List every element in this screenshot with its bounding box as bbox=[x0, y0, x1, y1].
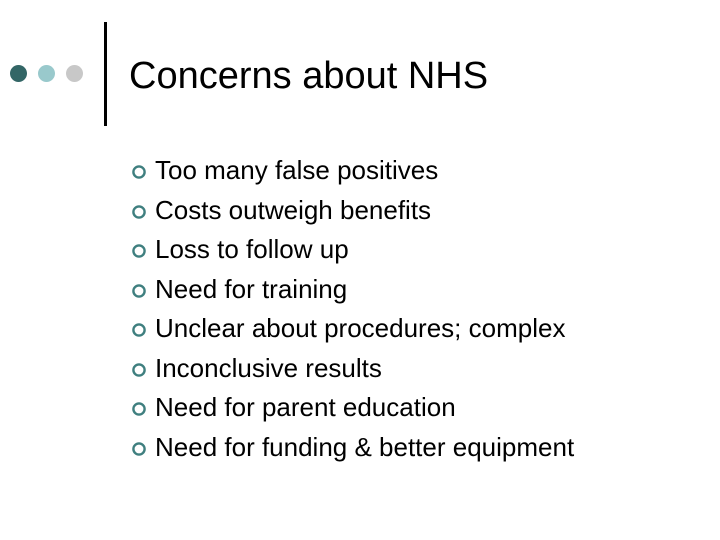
slide-title: Concerns about NHS bbox=[129, 55, 489, 97]
circle-bullet-icon bbox=[129, 309, 149, 349]
bullet-text: Loss to follow up bbox=[155, 234, 349, 264]
light-teal-dot-icon bbox=[38, 65, 55, 82]
bullet-text: Costs outweigh benefits bbox=[155, 194, 432, 225]
circle-bullet-icon bbox=[129, 388, 149, 428]
circle-bullet-icon bbox=[129, 349, 149, 389]
bullet-text: Need for training bbox=[155, 273, 348, 304]
bullet-text: Need for parent education bbox=[155, 392, 456, 422]
circle-bullet-icon bbox=[129, 428, 149, 468]
title-divider bbox=[104, 22, 107, 126]
bullet-text: Inconclusive results bbox=[155, 352, 382, 383]
decorative-dots bbox=[10, 65, 100, 83]
bullet-text: Need for funding & better equipment bbox=[155, 431, 575, 462]
circle-bullet-icon bbox=[129, 270, 149, 310]
dark-teal-dot-icon bbox=[10, 65, 27, 82]
bullet-text: Unclear about procedures; complex bbox=[155, 313, 566, 343]
gray-dot-icon bbox=[66, 65, 83, 82]
circle-bullet-icon bbox=[129, 191, 149, 231]
bullet-text: Too many false positives bbox=[155, 155, 439, 185]
circle-bullet-icon bbox=[129, 230, 149, 270]
circle-bullet-icon bbox=[129, 151, 149, 191]
